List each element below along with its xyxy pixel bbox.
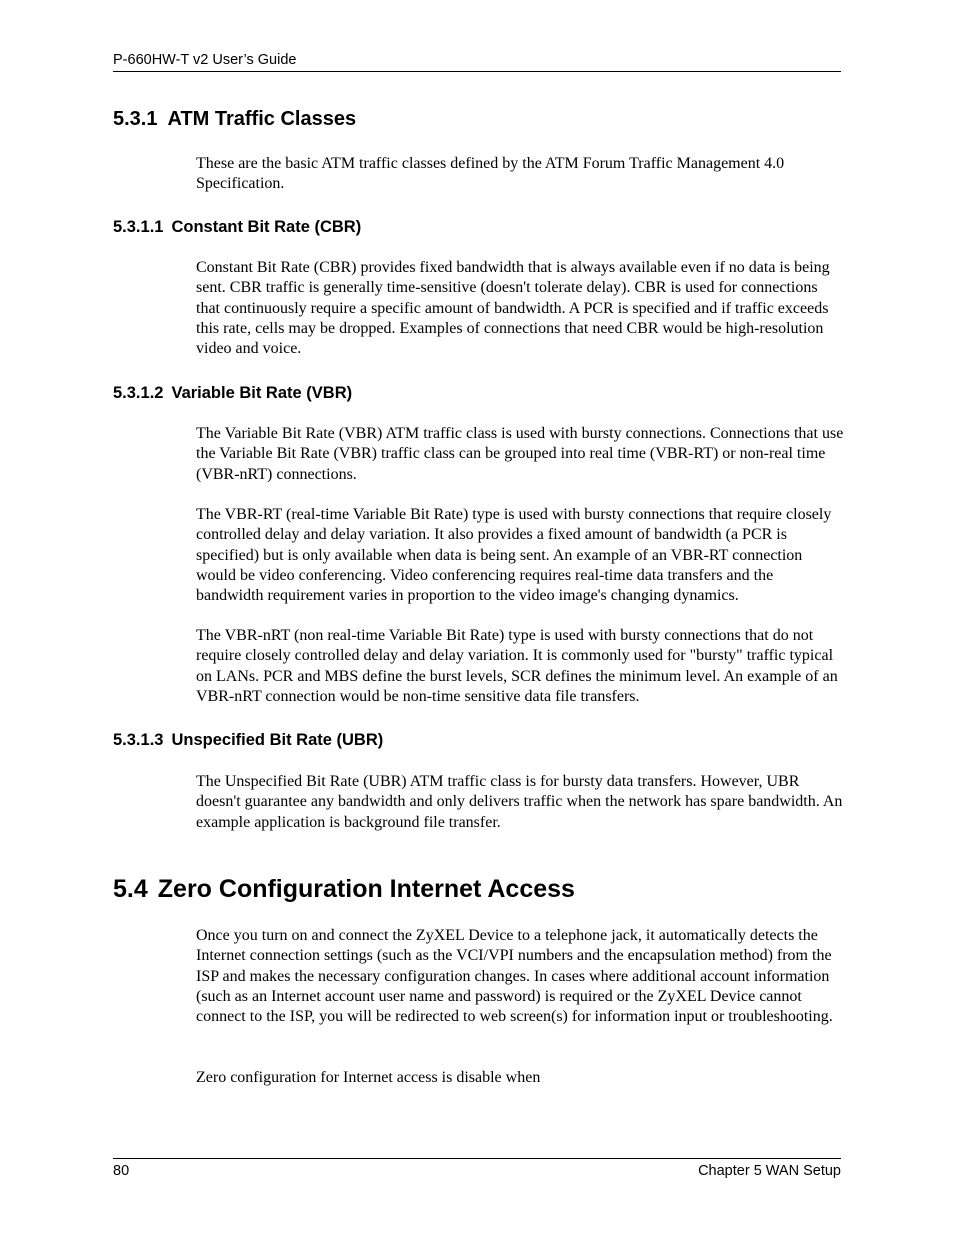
paragraph-ubr: The Unspecified Bit Rate (UBR) ATM traffic class is for bursty data transfers. However, UBR doesn't guarantee any bandwidth and only delivers traffic when the network has spare bandwidth. An example application is background file transfer. — [196, 773, 843, 831]
section-heading-5-3-1-3 — [113, 730, 383, 750]
paragraph-atm-intro: These are the basic ATM traffic classes defined by the ATM Forum Traffic Management 4.0 Specification. — [196, 155, 785, 193]
header-rule — [113, 71, 841, 72]
section-title: Constant Bit Rate (CBR) — [171, 218, 362, 236]
chapter-footer: Chapter 5 WAN Setup — [698, 1163, 841, 1179]
paragraph-zero-config: Once you turn on and connect the ZyXEL Device to a telephone jack, it automatically detects the Internet connection settings (such as the VCI/VPI numbers and the encapsulation method) from the ISP and makes the necessary configuration changes. In cases where additional account information (such as an Internet account user name and password) is required or the ZyXEL Device cannot connect to the ISP, you will be redirected to web screen(s) for information input or troubleshooting. — [196, 927, 833, 1026]
section-number: 5.3.1 — [113, 108, 158, 130]
paragraph-zero-config-disable: Zero configuration for Internet access is disable when — [196, 1069, 541, 1086]
paragraph-vbr-intro: The Variable Bit Rate (VBR) ATM traffic class is used with bursty connections. Connections that use the Variable Bit Rate (VBR) traffic class can be grouped into real time (VBR-RT) or non-real time (VBR-nRT) connections. — [196, 425, 844, 483]
running-header: P-660HW-T v2 User’s Guide — [113, 52, 297, 68]
section-title: Variable Bit Rate (VBR) — [171, 384, 353, 402]
section-title: Zero Configuration Internet Access — [157, 875, 575, 903]
section-number: 5.3.1.1 — [113, 218, 164, 236]
section-number: 5.3.1.3 — [113, 731, 164, 749]
paragraph-vbr-nrt: The VBR-nRT (non real-time Variable Bit Rate) type is used with bursty connections that do not require closely controlled delay and delay variation. It is commonly used for "bursty" traffic typical on LANs. PCR and MBS define the burst levels, SCR defines the minimum level. An example of an VBR-nRT connection would be non-time sensitive data file transfers. — [196, 627, 838, 705]
footer-rule — [113, 1158, 841, 1159]
section-number: 5.3.1.2 — [113, 384, 164, 402]
section-number: 5.4 — [113, 875, 148, 903]
section-heading-5-3-1-1 — [113, 217, 361, 237]
section-title: Unspecified Bit Rate (UBR) — [171, 731, 384, 749]
paragraph-cbr: Constant Bit Rate (CBR) provides fixed bandwidth that is always available even if no data is being sent. CBR traffic is generally time-sensitive (doesn't tolerate delay). CBR is used for connections that continuously require a specific amount of bandwidth. A PCR is specified and if traffic exceeds this rate, cells may be dropped. Examples of connections that need CBR would be high-resolution video and voice. — [196, 259, 830, 358]
paragraph-vbr-rt: The VBR-RT (real-time Variable Bit Rate) type is used with bursty connections that require closely controlled delay and delay variation. It also provides a fixed amount of bandwidth (a PCR is specified) but is only available when data is being sent. An example of an VBR-RT connection would be video conferencing. Video conferencing requires real-time data transfers and the bandwidth requirement varies in proportion to the video image's changing dynamics. — [196, 506, 832, 605]
section-title: ATM Traffic Classes — [167, 108, 357, 130]
page-number: 80 — [113, 1163, 130, 1179]
section-heading-5-4 — [113, 874, 575, 904]
section-heading-5-3-1 — [113, 107, 356, 131]
section-heading-5-3-1-2 — [113, 383, 352, 403]
